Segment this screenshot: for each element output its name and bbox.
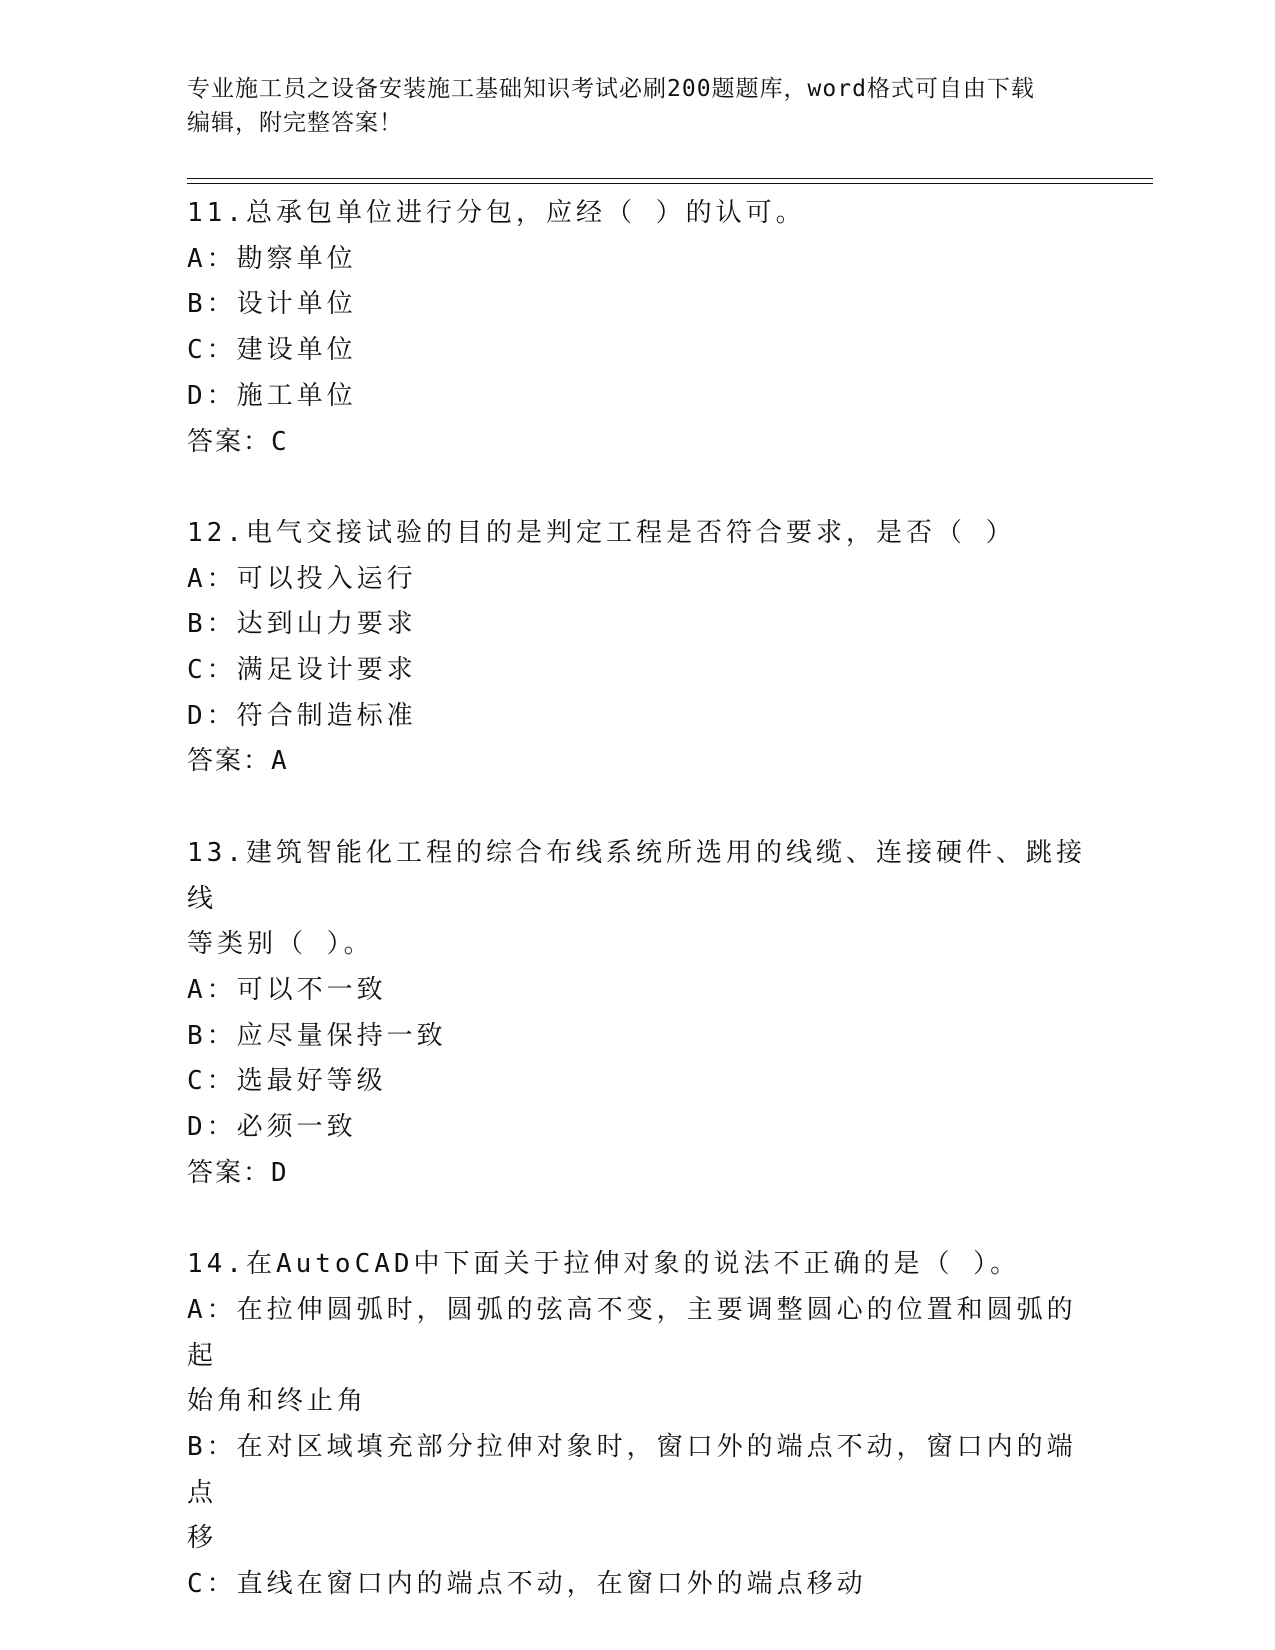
question-spacer — [187, 1196, 1087, 1242]
answer-line: 答案：C — [187, 426, 289, 457]
option-b-continued: 移 — [187, 1523, 218, 1554]
question-stem: 13.建筑智能化工程的综合布线系统所选用的线缆、连接硬件、跳接线 — [187, 837, 1086, 914]
document-header — [187, 72, 1067, 140]
answer-line: 答案：A — [187, 746, 289, 777]
option-c: C：直线在窗口内的端点不动，在窗口外的端点移动 — [187, 1569, 867, 1600]
header-line-2: 编辑，附完整答案！ — [187, 110, 403, 136]
option-b: B：应尽量保持一致 — [187, 1020, 447, 1051]
answer-line: 答案：D — [187, 1157, 289, 1188]
question-spacer — [187, 785, 1087, 831]
question-spacer — [187, 465, 1087, 511]
option-b: B：达到山力要求 — [187, 609, 417, 640]
question-stem-continued: 等类别（ ）。 — [187, 929, 374, 960]
option-d: D：符合制造标准 — [187, 700, 417, 731]
option-a: A：可以投入运行 — [187, 563, 417, 594]
question-stem: 11.总承包单位进行分包，应经（ ）的认可。 — [187, 198, 806, 228]
question-block — [187, 1242, 1087, 1608]
header-rule-top — [187, 178, 1153, 179]
option-a-continued: 始角和终止角 — [187, 1386, 368, 1417]
option-c: C：选最好等级 — [187, 1066, 387, 1097]
question-block — [187, 831, 1087, 1197]
option-d: D：施工单位 — [187, 380, 357, 411]
question-block — [187, 511, 1087, 785]
option-b: B：在对区域填充部分拉伸对象时，窗口外的端点不动，窗口内的端点 — [187, 1431, 1077, 1508]
option-c: C：满足设计要求 — [187, 655, 417, 686]
option-c: C：建设单位 — [187, 335, 357, 366]
option-a: A：在拉伸圆弧时，圆弧的弦高不变，主要调整圆心的位置和圆弧的起 — [187, 1294, 1077, 1371]
header-rule-bottom — [187, 183, 1153, 184]
question-list — [187, 191, 1087, 1608]
question-stem: 12.电气交接试验的目的是判定工程是否符合要求，是否（ ） — [187, 517, 1016, 548]
option-a: A：可以不一致 — [187, 974, 387, 1005]
header-line-1: 专业施工员之设备安装施工基础知识考试必刷200题题库，word格式可自由下载 — [187, 76, 1035, 102]
question-block — [187, 191, 1087, 465]
option-d: D：必须一致 — [187, 1112, 357, 1143]
question-stem: 14.在AutoCAD中下面关于拉伸对象的说法不正确的是（ ）。 — [187, 1249, 1021, 1280]
option-b: B：设计单位 — [187, 289, 357, 320]
option-a: A：勘察单位 — [187, 243, 357, 274]
